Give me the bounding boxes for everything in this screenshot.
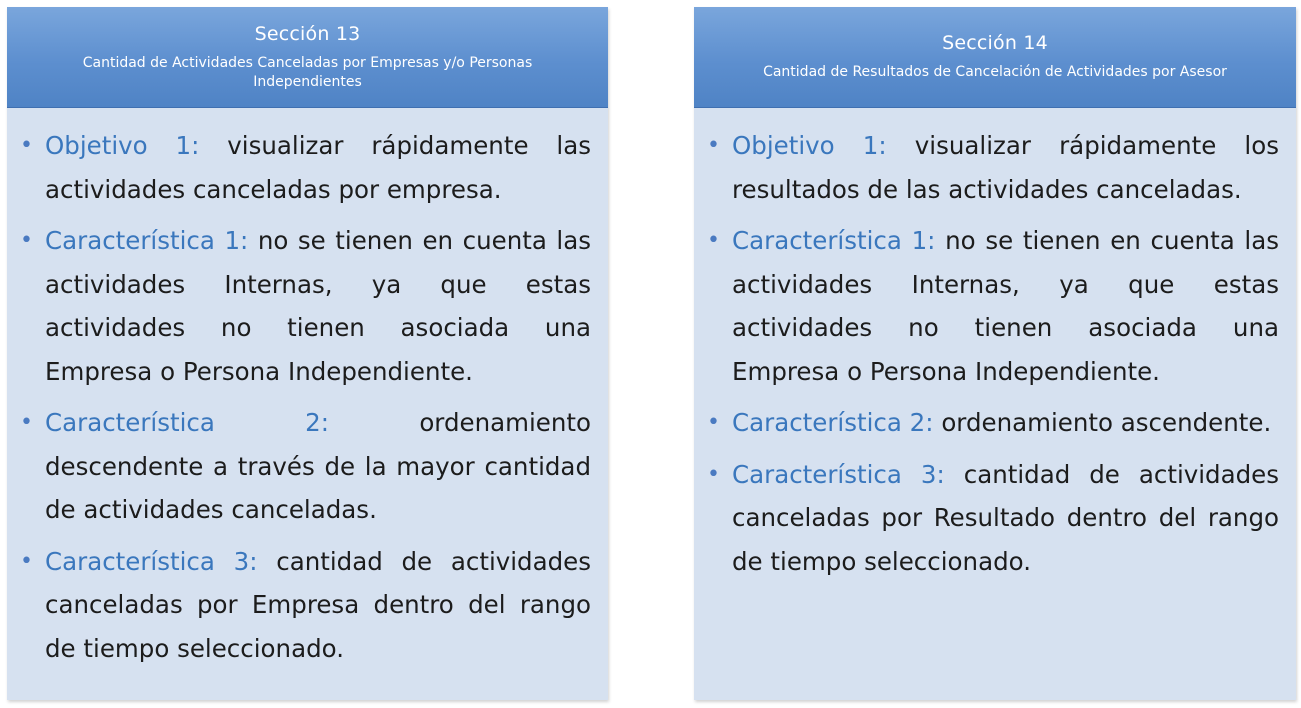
item-text: ordenamiento descendente a través de la mayor cantidad de actividades canceladas. bbox=[45, 408, 591, 524]
item-label: Característica 3: bbox=[45, 546, 258, 576]
item-text: no se tienen en cuenta las actividades Internas, ya que estas actividades no tienen asociada una Empresa o Persona Independiente. bbox=[732, 226, 1279, 386]
section-13-subtitle: Cantidad de Actividades Canceladas por Empresas y/o Personas Independientes bbox=[82, 54, 533, 90]
section-14-title: Sección 14 bbox=[942, 32, 1048, 54]
section-13-list bbox=[18, 124, 591, 670]
list-item bbox=[18, 124, 591, 211]
list-item bbox=[18, 401, 591, 532]
item-label: Característica 2: bbox=[732, 408, 934, 437]
list-item bbox=[705, 124, 1279, 211]
section-13-body bbox=[7, 108, 608, 670]
section-14-panel bbox=[694, 7, 1296, 700]
section-14-body bbox=[694, 108, 1296, 583]
item-text: no se tienen en cuenta las actividades Internas, ya que estas actividades no tienen asociada una Empresa o Persona Independiente. bbox=[45, 226, 591, 386]
item-label: Característica 3: bbox=[732, 459, 945, 489]
list-item bbox=[18, 540, 591, 671]
item-label: Característica 1: bbox=[45, 226, 249, 255]
bullet-icon: • bbox=[707, 228, 720, 253]
item-text: visualizar rápidamente los resultados de las actividades canceladas. bbox=[732, 131, 1279, 204]
list-item bbox=[18, 219, 591, 393]
section-13-panel bbox=[7, 7, 608, 700]
section-14-list bbox=[705, 124, 1279, 583]
section-13-header bbox=[7, 7, 608, 108]
item-label: Característica 1: bbox=[732, 226, 936, 255]
bullet-icon: • bbox=[707, 133, 720, 158]
item-text: ordenamiento ascendente. bbox=[933, 408, 1272, 437]
item-text: cantidad de actividades canceladas por Resultado dentro del rango de tiempo seleccionado. bbox=[732, 459, 1280, 576]
item-label: Característica 2: bbox=[45, 408, 330, 437]
bullet-icon: • bbox=[707, 410, 720, 435]
list-item bbox=[705, 219, 1279, 393]
bullet-icon: • bbox=[20, 133, 33, 158]
list-item bbox=[705, 453, 1279, 584]
section-14-header bbox=[694, 7, 1296, 108]
item-label: Objetivo 1: bbox=[732, 131, 887, 160]
bullet-icon: • bbox=[707, 461, 720, 487]
item-text: cantidad de actividades canceladas por Empresa dentro del rango de tiempo seleccionado. bbox=[45, 546, 592, 663]
list-item bbox=[705, 401, 1279, 445]
item-label: Objetivo 1: bbox=[45, 131, 200, 160]
section-14-subtitle: Cantidad de Resultados de Cancelación de Actividades por Asesor bbox=[763, 64, 1227, 80]
bullet-icon: • bbox=[20, 228, 33, 253]
bullet-icon: • bbox=[20, 410, 33, 435]
bullet-icon: • bbox=[20, 548, 33, 574]
item-text: visualizar rápidamente las actividades canceladas por empresa. bbox=[45, 131, 592, 204]
section-13-title: Sección 13 bbox=[254, 22, 361, 45]
